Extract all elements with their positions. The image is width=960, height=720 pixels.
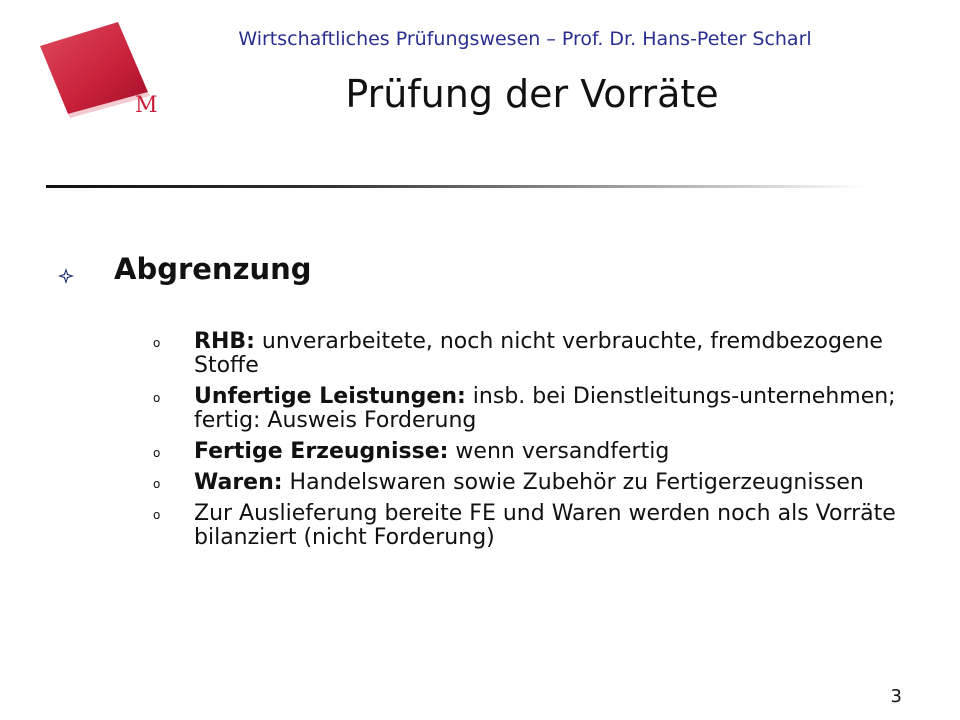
list-item	[150, 440, 940, 464]
logo-letter: M	[135, 93, 158, 118]
item-text: Zur Auslieferung bereite FE und Waren werden noch als Vorräte bilanziert (nicht Forderung)	[194, 501, 896, 550]
course-subtitle: Wirtschaftliches Prüfungswesen – Prof. Dr. Hans-Peter Scharl	[238, 28, 812, 50]
item-text: Handelswaren sowie Zubehör zu Fertigerzeugnissen	[282, 470, 864, 495]
page-number: 3	[890, 686, 902, 707]
item-term: RHB:	[194, 329, 255, 354]
circle-bullet-icon: o	[153, 477, 161, 491]
circle-bullet-icon: o	[153, 391, 161, 405]
list-item	[150, 385, 940, 433]
item-text: wenn versandfertig	[448, 439, 670, 464]
list-item	[150, 330, 940, 378]
item-term: Waren:	[194, 470, 283, 495]
circle-bullet-icon: o	[153, 336, 161, 350]
item-term: Fertige Erzeugnisse:	[194, 439, 449, 464]
item-term: Unfertige Leistungen:	[194, 384, 466, 409]
title-divider	[46, 185, 866, 188]
page-title: Prüfung der Vorräte	[345, 72, 719, 116]
item-text: insb. bei Dienstleitungs-unternehmen; fertig: Ausweis Forderung	[194, 384, 896, 433]
definition-list	[150, 330, 940, 557]
list-item	[150, 502, 940, 550]
section-heading: Abgrenzung	[114, 252, 312, 286]
list-item	[150, 471, 940, 495]
item-text: unverarbeitete, noch nicht verbrauchte, fremdbezogene Stoffe	[194, 329, 883, 378]
circle-bullet-icon: o	[153, 446, 161, 460]
diamond-bullet-icon	[58, 268, 74, 284]
circle-bullet-icon: o	[153, 508, 161, 522]
